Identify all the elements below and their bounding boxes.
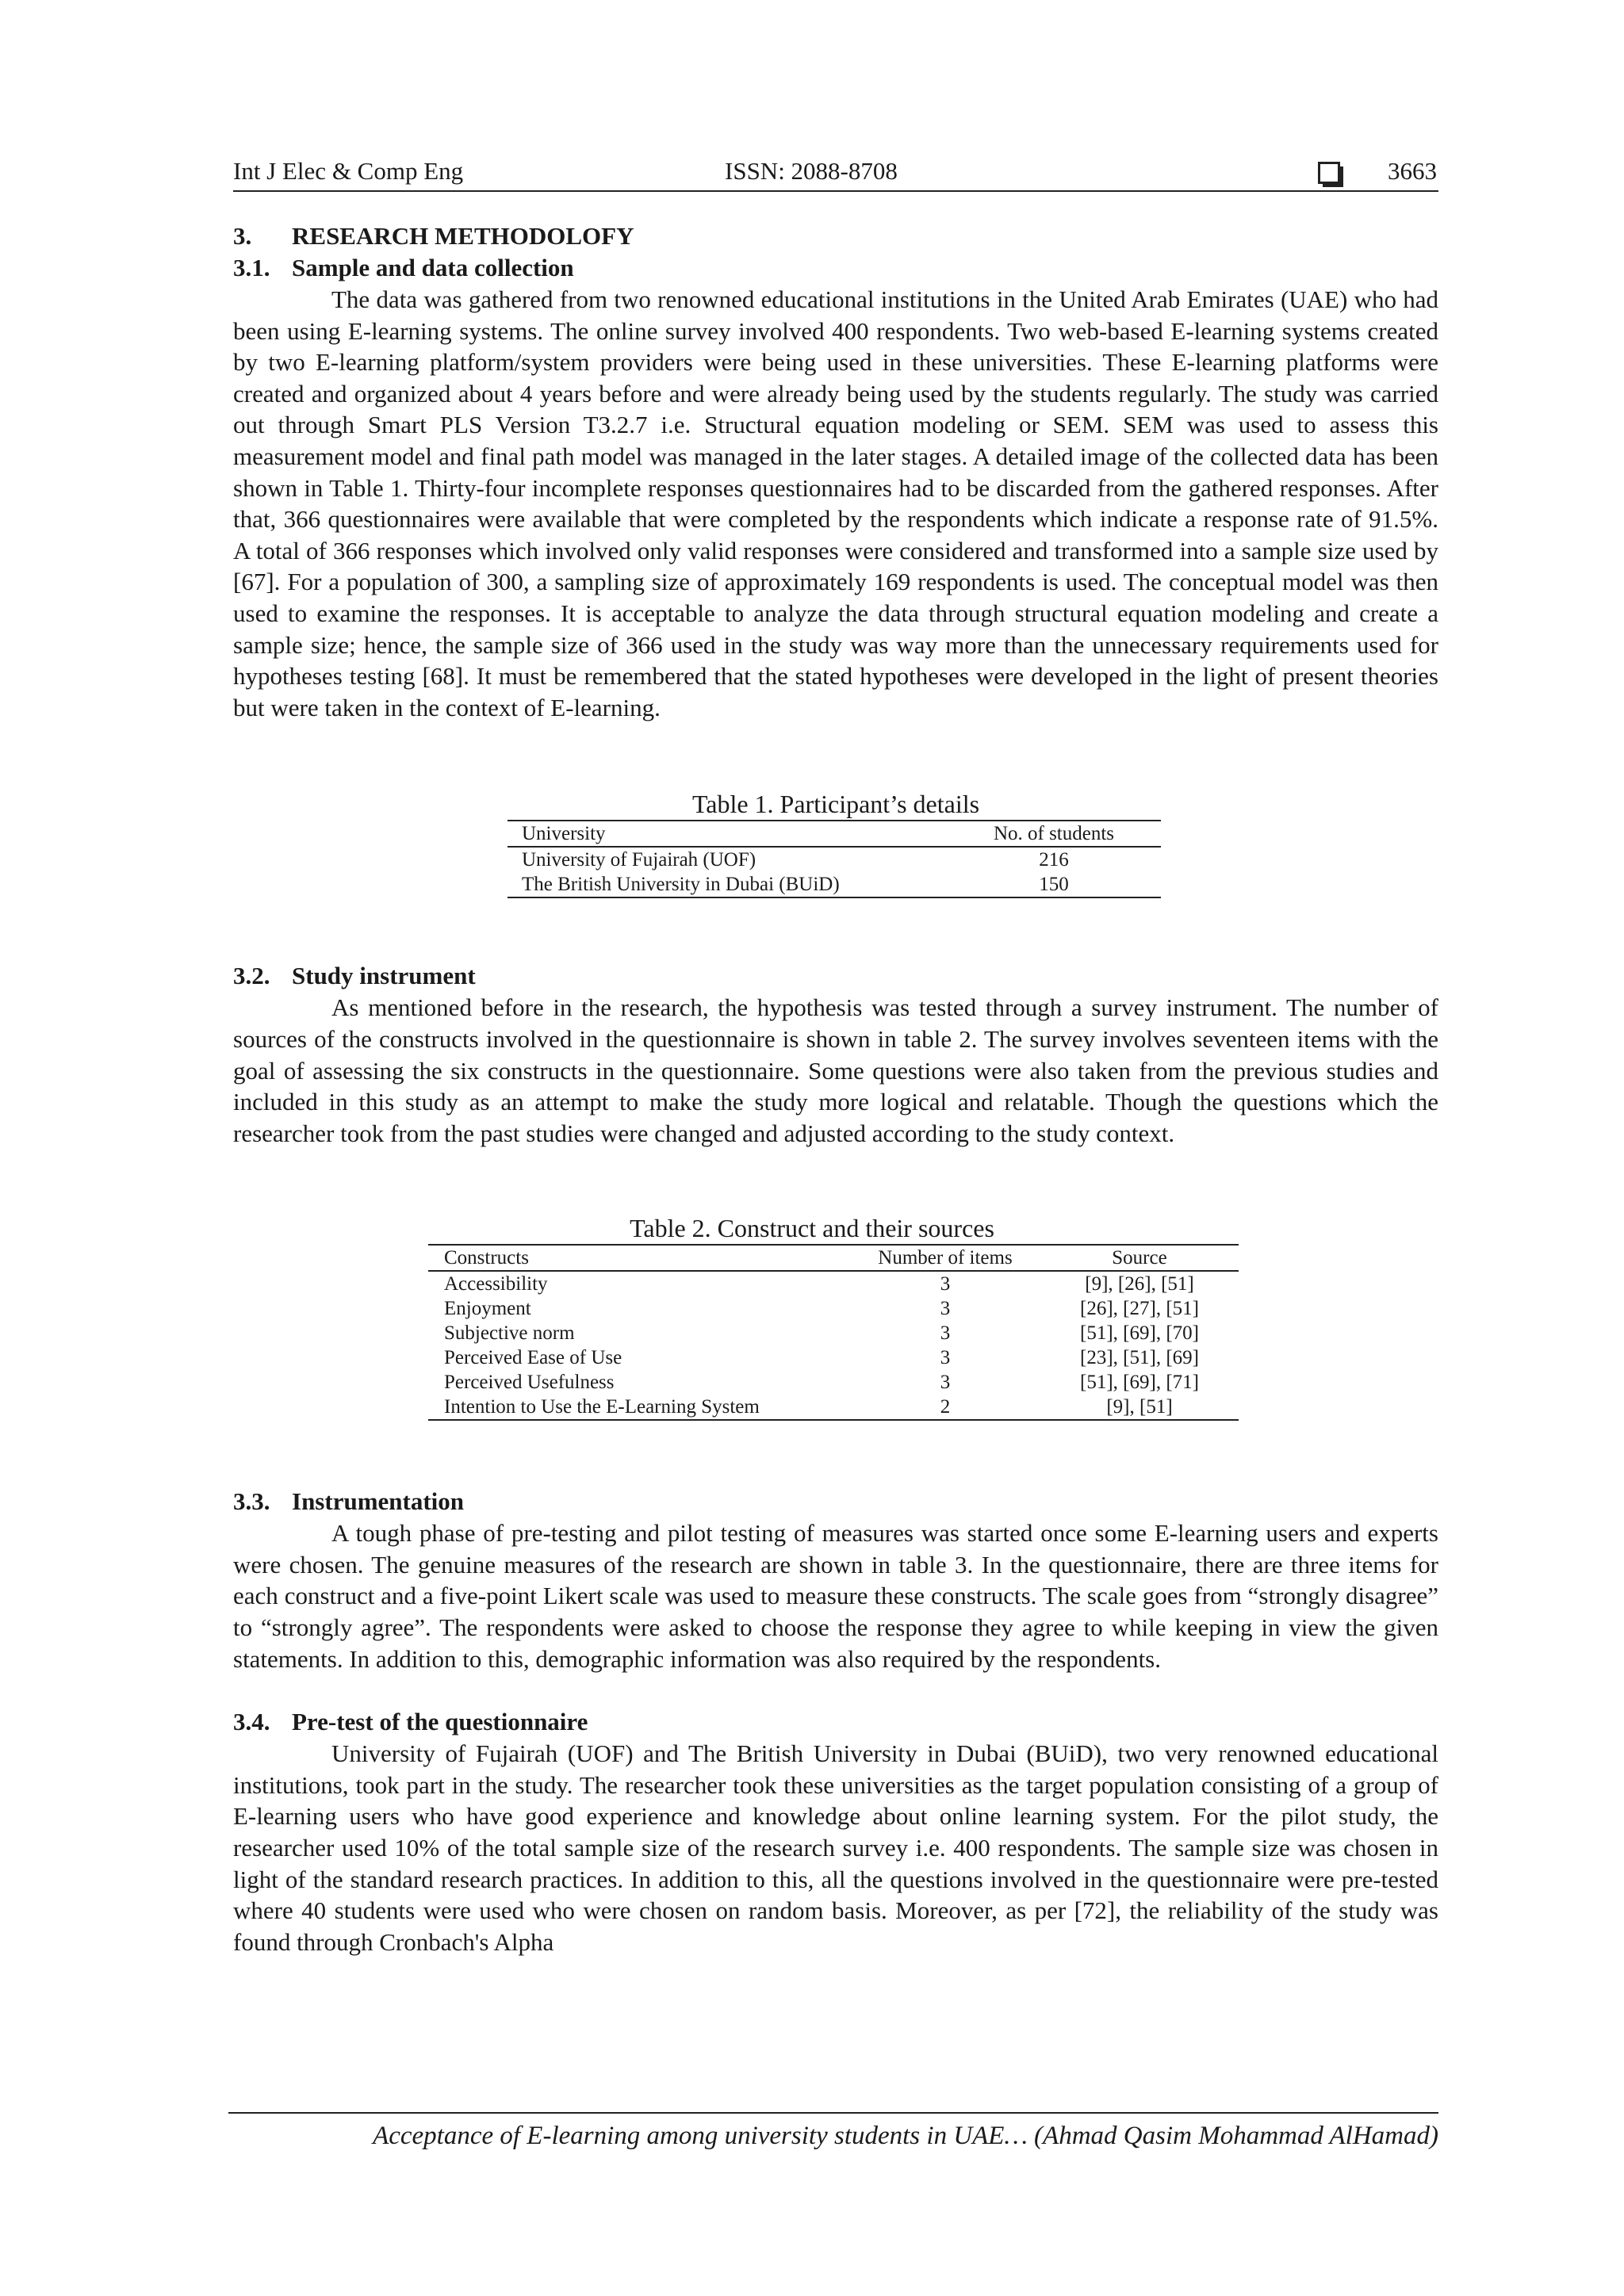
table-cell: Perceived Usefulness bbox=[444, 1372, 615, 1394]
table-1-caption: Table 1. Participant’s details bbox=[691, 790, 980, 819]
subsection-heading-3-1 bbox=[233, 252, 1438, 284]
subsection-heading-3-2 bbox=[233, 960, 1438, 992]
table-row bbox=[428, 1395, 1239, 1420]
section-title: RESEARCH METHODOLOFY bbox=[292, 222, 634, 250]
table-cell: 2 bbox=[850, 1395, 1040, 1420]
table-cell: 150 bbox=[947, 872, 1161, 897]
section-heading bbox=[233, 220, 1438, 252]
subsection-title: Study instrument bbox=[292, 962, 476, 990]
table-row bbox=[428, 1296, 1239, 1321]
table-cell: [51], [69], [71] bbox=[1080, 1372, 1199, 1394]
subsection-number: 3.3. bbox=[233, 1487, 270, 1516]
main-content bbox=[233, 220, 1438, 1957]
subsection-heading-3-3 bbox=[233, 1486, 1438, 1517]
subsection-number: 3.2. bbox=[233, 962, 270, 990]
issn: ISSN: 2088-8708 bbox=[725, 157, 898, 185]
table-cell: University of Fujairah (UOF) bbox=[522, 849, 756, 871]
table-1-block bbox=[233, 788, 1438, 898]
table-cell: Enjoyment bbox=[444, 1298, 531, 1320]
table-cell: [23], [51], [69] bbox=[1080, 1347, 1199, 1369]
table-cell: Subjective norm bbox=[444, 1322, 575, 1345]
table-row bbox=[428, 1370, 1239, 1395]
table-row bbox=[428, 1271, 1239, 1296]
subsection-number: 3.1. bbox=[233, 254, 270, 281]
table-cell: [9], [51] bbox=[1040, 1395, 1239, 1420]
paragraph-pre-test: University of Fujairah (UOF) and The British University in Dubai (BUiD), two very renowned educational institutions, took part in the study. The researcher took these universities as the target population consisting of a group of E-learning users who have good experience and knowledge about online learning system. For the pilot study, the researcher used 10% of the total sample size of the research survey i.e. 400 respondents. The sample size was chosen in light of the standard research practices. In addition to this, all the questions involved in the questionnaire were pre-tested where 40 students were used who were chosen on random basis. Moreover, as per [72], the reliability of the study was found through Cronbach's Alpha bbox=[233, 1739, 1438, 1956]
table-header-row bbox=[428, 1245, 1239, 1271]
table-cell: 3 bbox=[940, 1298, 951, 1320]
column-header: Constructs bbox=[428, 1245, 850, 1271]
table-cell: [51], [69], [70] bbox=[1080, 1322, 1199, 1345]
table-cell: Accessibility bbox=[444, 1273, 548, 1295]
table-cell: [9], [26], [51] bbox=[1085, 1273, 1194, 1295]
paragraph-instrumentation: A tough phase of pre-testing and pilot testing of measures was started once some E-learning users and experts were chosen. The genuine measures of the research are shown in table 3. In the questionnaire, there are three items for each construct and a five-point Likert scale was used to measure these constructs. The scale goes from “strongly disagree” to “strongly agree”. The respondents were asked to choose the response they agree to while keeping in view the given statements. In addition to this, demographic information was also required by the respondents. bbox=[233, 1519, 1438, 1673]
journal-name: Int J Elec & Comp Eng bbox=[233, 157, 464, 185]
table-2-block bbox=[233, 1212, 1438, 1421]
subsection-heading-3-4 bbox=[233, 1706, 1438, 1738]
column-header: University bbox=[508, 821, 947, 847]
column-header: Source bbox=[1040, 1245, 1239, 1271]
table-1 bbox=[508, 820, 1161, 898]
table-cell: 3 bbox=[940, 1322, 951, 1345]
table-row bbox=[508, 847, 1161, 872]
table-header-row bbox=[508, 821, 1161, 847]
table-2 bbox=[428, 1244, 1239, 1421]
running-header bbox=[233, 155, 1438, 192]
table-cell: 3 bbox=[940, 1347, 951, 1369]
table-cell: [26], [27], [51] bbox=[1080, 1298, 1199, 1320]
subsection-title: Instrumentation bbox=[292, 1487, 465, 1516]
column-header: No. of students bbox=[947, 821, 1161, 847]
checkbox-square-icon bbox=[1318, 162, 1340, 184]
section-number: 3. bbox=[233, 222, 252, 250]
paragraph-sample-data-collection: The data was gathered from two renowned educational institutions in the United Arab Emirates (UAE) who had been using E-learning systems. The online survey involved 400 respondents. Two web-based E-learning systems created by two E-learning platform/system providers were being used in these universities. These E-learning platforms were created and organized about 4 years before and were already being used by the students regularly. The study was carried out through Smart PLS Version T3.2.7 i.e. Structural equation modeling or SEM. SEM was used to assess this measurement model and final path model was managed in the later stages. A detailed image of the collected data has been shown in Table 1. Thirty-four incomplete responses questionnaires had to be discarded from the gathered responses. After that, 366 questionnaires were available that were completed by the respondents which indicate a response rate of 91.5%. A total of 366 responses which involved only valid responses were considered and transformed into a sample size used by [67]. For a population of 300, a sampling size of approximately 169 respondents is used. The conceptual model was then used to examine the responses. It is acceptable to analyze the data through structural equation modeling and create a sample size; hence, the sample size of 366 used in the study was way more than the unnecessary requirements used for hypotheses testing [68]. It must be remembered that the stated hypotheses were developed in the light of present theories but were taken in the context of E-learning. bbox=[233, 285, 1438, 721]
table-row bbox=[508, 872, 1161, 897]
table-row bbox=[428, 1321, 1239, 1345]
table-cell: 216 bbox=[1039, 849, 1069, 871]
subsection-title: Pre-test of the questionnaire bbox=[292, 1708, 588, 1736]
page-number: 3663 bbox=[1388, 157, 1437, 185]
table-cell: Intention to Use the E-Learning System bbox=[428, 1395, 850, 1420]
table-cell: 3 bbox=[940, 1273, 951, 1295]
table-2-caption: Table 2. Construct and their sources bbox=[630, 1214, 994, 1243]
running-footer: Acceptance of E-learning among university students in UAE… (Ahmad Qasim Mohammad AlHamad) bbox=[228, 2112, 1438, 2152]
subsection-title: Sample and data collection bbox=[292, 254, 574, 281]
subsection-number: 3.4. bbox=[233, 1708, 270, 1736]
table-cell: 3 bbox=[940, 1372, 951, 1394]
column-header: Number of items bbox=[850, 1245, 1040, 1271]
table-row bbox=[428, 1345, 1239, 1370]
paragraph-study-instrument: As mentioned before in the research, the hypothesis was tested through a survey instrument. The number of sources of the constructs involved in the questionnaire is shown in table 2. The survey involves seventeen items with the goal of assessing the six constructs in the questionnaire. Some questions were also taken from the previous studies and included in this study as an attempt to make the study more logical and relatable. Though the questions which the researcher took from the past studies were changed and adjusted according to the study context. bbox=[233, 993, 1438, 1147]
table-cell: The British University in Dubai (BUiD) bbox=[508, 872, 947, 897]
table-cell: Perceived Ease of Use bbox=[444, 1347, 622, 1369]
